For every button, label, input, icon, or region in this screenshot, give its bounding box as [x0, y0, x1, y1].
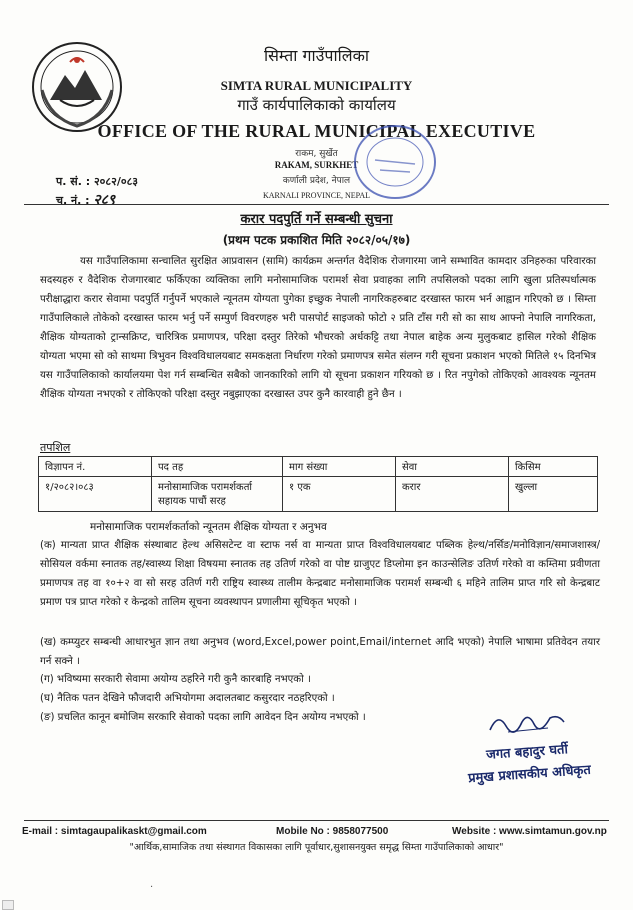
province-np: कर्णाली प्रदेश, नेपाल: [282, 176, 351, 186]
qualification-item-d: (घ) नैतिक पतन देखिने फौजदारी अभियोगमा अदालतबाट कसुरदार नठहरिएको ।: [40, 693, 335, 704]
place-np: राकम, सुर्खेत: [295, 149, 338, 159]
footer-mobile: Mobile No : 9858077500: [276, 826, 389, 837]
signature-icon: [488, 708, 568, 738]
col-type: किसिम: [509, 457, 598, 477]
footer-motto: "आर्थिक,सामाजिक तथा संस्थागत विकासका लागि पूर्वाधार,सुशासनयुक्त समृद्ध सिम्ता गाउँपालिकाको आधार": [129, 842, 504, 853]
reference-ps: [56, 174, 138, 189]
notice-subtitle: (प्रथम पटक प्रकाशित मिति २०८२/०५/१७): [222, 233, 411, 247]
province-en: KARNALI PROVINCE, NEPAL: [262, 191, 371, 200]
notice-title: करार पदपुर्ति गर्ने सम्बन्धी सुचना: [240, 212, 393, 227]
footer-website: Website : www.simtamun.gov.np: [452, 826, 607, 837]
cn-label: च. नं. :: [56, 194, 90, 207]
place-en: RAKAM, SURKHET: [274, 160, 359, 170]
col-demand: माग संख्या: [283, 457, 396, 477]
header-divider: [24, 204, 609, 205]
cell-post-level: मनोसामाजिक परामर्शकर्ता सहायक पाचौं सरह: [152, 477, 283, 512]
office-name-np: गाउँ कार्यपालिकाको कार्यालय: [237, 96, 396, 114]
table-row: [39, 477, 598, 512]
qualification-item-c: (ग) भविष्यमा सरकारी सेवामा अयोग्य ठहरिने गरी कुनै कारबाहि नभएको ।: [40, 674, 311, 685]
col-service: सेवा: [396, 457, 509, 477]
qualification-item-b: (ख) कम्प्युटर सम्बन्धी आधारभुत ज्ञान तथा अनुभव (word,Excel,power point,Email/internet आदि भएको) नेपालि भाषामा प्रतिवेदन तयार गर्न सक्ने ।: [40, 637, 600, 667]
office-name-en: OFFICE OF THE RURAL MUNICIPAL EXECUTIVE: [97, 121, 536, 141]
ps-label: प. सं. :: [56, 175, 91, 188]
qualification-item-e: (ङ) प्रचलित कानून बमोजिम सरकारि सेवाको पदका लागि आवेदन दिन अयोग्य नभएको ।: [40, 712, 366, 723]
cell-service: करार: [396, 477, 509, 512]
ps-value: २०८२/०८३: [93, 175, 139, 188]
signatory-name: जगत बहादुर घर्ती: [485, 742, 569, 763]
table-header-row: [39, 457, 598, 477]
table-label: तपशिल: [40, 441, 71, 454]
col-post-level: पद तह: [152, 457, 283, 477]
qualification-item-a: (क) मान्यता प्राप्त शैक्षिक संस्थाबाट हेल्थ असिसटेन्ट वा स्टाफ नर्स वा मान्यता प्राप्त विश्वविधालयबाट पब्लिक हेल्थ/नर्सिङ/मनोविज्ञान/समाजशास्त्र/सोसियल वर्कमा स्नातक तह/स्वास्थ्य शिक्षा विषयमा स्नातक तह उतिर्ण गरेको वा पोष्ट ग्राजुएट डिप्लोमा इन काउन्सेलिङ उतिर्ण गरेको वा कम्तिमा प्रवीणता प्रमाणपत्र तह वा १०+२ वा सो सरह उतिर्ण गरी राष्ट्रिय स्वास्थ्य तालीम केन्द्रबाट मनोसामाजिक परामर्श सम्बन्धी ६ महिने तालिम प्राप्त गरि सो केन्द्रबाट प्रमाण पत्र प्राप्त गरेको र केन्द्रको तालिम सूचना व्यवस्थापन प्रणालीमा सूचिकृत भएको ।: [40, 540, 600, 608]
municipality-name-en: SIMTA RURAL MUNICIPALITY: [220, 78, 413, 93]
office-stamp-icon: [350, 120, 440, 205]
cell-demand: १ एक: [283, 477, 396, 512]
notice-body: यस गाउँपालिकामा सन्चालित सुरक्षित आप्रवासन (सामि) कार्यक्रम अन्तर्गत वैदेशिक रोजगारमा जाने सम्भावित कामदार उनिहरुका परिवारका सदस्यहरु र वैदेशिक रोजगारबाट फर्किएका व्यक्तिका लागि मनोसामाजिक परामर्श सेवा प्रवाहका लागि तपसिलको पदका लागि खुला प्रतिस्पर्धात्मक परीक्षाद्धारा करार सेवामा पदपुर्ति गर्नुपर्ने भएकाले न्यूनतम योग्यता पुगेका इच्छुक नेपाली नागरिकहरुबाट दरखास्त फारम भर्न आह्वान गरिएको छ । सिम्ता गाउँपालिकाले तोकेको दरखास्त फारम भर्नु पर्ने सम्पुर्ण विवरणहरु भरी पासपोर्ट साइजको फोटो २ प्रति टाँस गरी सो का साथ आफ्नो नेपालि नागरिकता, शैक्षिक योग्यताको ट्रान्सक्रिप्ट, चारित्रिक प्रमाणपत्र, परिक्षा दस्तुर तिरेको भौचरको अर्धकट्टि तथा नेपाल बाहेक अन्य मुलुकबाट हासिल गरेको शैक्षिक योग्यता भएमा सो को साथमा त्रिभुवन विश्वविधालयबाट समकक्षता निर्धारण गरेको प्रमाणपत्र समेत संलग्न गरी सूचना प्रकाशन भएको मितिले १५ दिनभित्र यस गाउँपालिकाको कार्यालयमा पेश गर्न सम्बन्धित सबैको जानकारिको लागि यो सूचना प्रकाशन गरियको छ । रित नपुगेको तोकिएको आवश्यक न्यूनतम शैक्षिक योग्यता नभएको र तोकिएको परिक्षा दस्तुर नबुझाएका दरखास्त उपर कुनै कारवाही हुने छैन ।: [40, 256, 596, 400]
cell-advert-no: १/२०८२।०८३: [39, 477, 152, 512]
cn-value: २८९: [93, 192, 116, 208]
reference-cn: [56, 190, 115, 209]
col-advert-no: विज्ञापन नं.: [39, 457, 152, 477]
vacancy-table: [38, 456, 598, 512]
cell-type: खुल्ला: [509, 477, 598, 512]
signatory-title: प्रमुख प्रशासकीय अधिकृत: [467, 762, 592, 787]
corner-icon: [2, 900, 14, 910]
municipality-name-np: सिम्ता गाउँपालिका: [263, 46, 370, 65]
footer-email: E-mail : simtagaupalikaskt@gmail.com: [22, 826, 207, 837]
page-mark: ·: [150, 882, 154, 893]
footer-divider: [24, 820, 609, 821]
qualification-title: मनोसामाजिक परामर्शकर्ताको न्यूनतम शैक्षिक योग्यता र अनुभव: [90, 521, 327, 533]
